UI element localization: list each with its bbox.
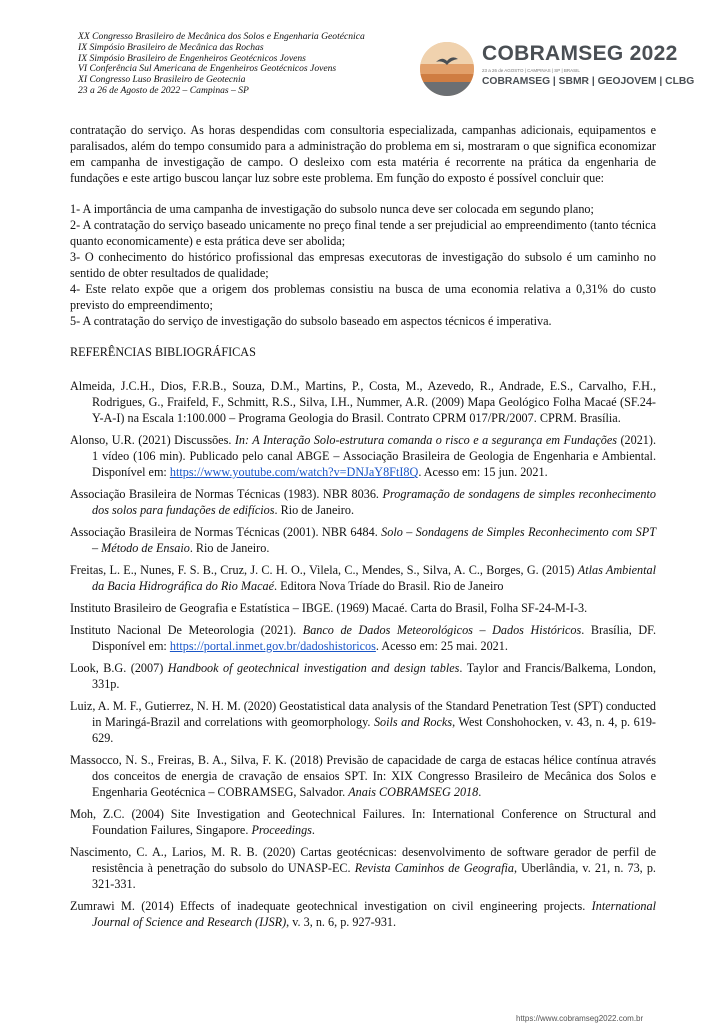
header-line: 23 a 26 de Agosto de 2022 – Campinas – SP [78, 84, 249, 96]
reference-entry [70, 806, 656, 838]
reference-text: Look, B.G. (2007) [70, 661, 168, 675]
reference-text: Alonso, U.R. (2021) Discussões. [70, 433, 235, 447]
reference-text: Freitas, L. E., Nunes, F. S. B., Cruz, J. C. H. O., Vilela, C., Mendes, S., Silva, A. C., Borges, G. (2015) [70, 563, 578, 577]
reference-link[interactable]: https://www.youtube.com/watch?v=DNJaY8FtI8Q [169, 465, 419, 479]
reference-italic-title: In: A Interação Solo-estrutura comanda o risco e a segurança em Fundações [234, 433, 617, 447]
references-heading: REFERÊNCIAS BIBLIOGRÁFICAS [70, 345, 256, 359]
reference-entry [70, 898, 656, 930]
reference-list [70, 378, 656, 930]
logo-small-text: 23 a 26 de AGOSTO | CAMPINAS | SP | BRASIL [482, 68, 580, 73]
reference-entry [70, 622, 656, 654]
reference-text: . [311, 823, 315, 837]
logo-title: COBRAMSEG 2022 [482, 42, 678, 65]
reference-text: . Brasília, DF. Disponível em: [92, 623, 656, 653]
reference-italic-title: Proceedings [251, 823, 312, 837]
header-line: XI Congresso Luso Brasileiro de Geotecnia [78, 74, 246, 86]
logo-subtitle: COBRAMSEG | SBMR | GEOJOVEM | CLBG [482, 76, 695, 87]
reference-text: . Editora Nova Tríade do Brasil. Rio de Janeiro [274, 579, 504, 593]
reference-entry [70, 432, 656, 480]
reference-link[interactable]: https://portal.inmet.gov.br/dadoshistoricos [169, 639, 376, 653]
intro-paragraph: contratação do serviço. As horas despendidas com consultoria especializada, campanhas adicionais, equipamentos e paralisados, além do tempo consumido para a administração do problema em si, mostraram o que significa economizar em campanha de investigação de campo. O desleixo com esta matéria é recorrente na prática da engenharia de fundações e este artigo buscou lançar luz sobre este problema. Em função do exposto é possível concluir que: [70, 123, 656, 185]
reference-text: . Taylor and Francis/Balkema, London, 331p. [92, 661, 656, 691]
reference-text: . Rio de Janeiro. [274, 503, 355, 517]
reference-entry [70, 660, 656, 692]
reference-entry [70, 486, 656, 518]
conference-header [78, 32, 418, 97]
header-line: IX Simpósio Brasileiro de Engenheiros Geotécnicos Jovens [78, 52, 306, 64]
reference-entry [70, 844, 656, 892]
reference-entry [70, 562, 656, 594]
reference-text: Almeida, J.C.H., Dios, F.R.B., Souza, D.M., Martins, P., Costa, M., Azevedo, R., Andrade, E.S., Carvalho, F.H., Rodrigues, G., Fraifeld, F., Schmitt, R.S., Silva, I.H., Nummer, A.R. (2009) Mapa Geológico Folha Macaé (SF.24-Y-A-I) na Escala 1:100.000 – Programa Geologia do Brasil. Contrato CPRM 017/PR/2007. CPRM. Brasília. [70, 379, 656, 425]
header-line: IX Simpósio Brasileiro de Mecânica das Rochas [78, 41, 264, 53]
reference-text: Associação Brasileira de Normas Técnicas (1983). NBR 8036. [70, 487, 383, 501]
reference-text: , Uberlândia, v. 21, n. 73, p. 321-331. [92, 861, 656, 891]
reference-text: Associação Brasileira de Normas Técnicas (2001). NBR 6484. [70, 525, 382, 539]
conclusion-item: 1- A importância de uma campanha de investigação do subsolo nunca deve ser colocada em segundo plano; [70, 202, 594, 216]
reference-text: Nascimento, C. A., Larios, M. R. B. (2020) Cartas geotécnicas: desenvolvimento de software gerador de perfil de resistência à penetração do subsolo do UNASP-EC. [70, 845, 656, 875]
reference-entry [70, 698, 656, 746]
reference-text: (2021). 1 vídeo (106 min). Publicado pelo canal ABGE – Associação Brasileira de Geologia de Engenharia e Ambiental. Disponível em: [92, 433, 656, 479]
reference-text: . Rio de Janeiro. [189, 541, 270, 555]
reference-entry [70, 752, 656, 800]
reference-italic-title: Atlas Ambiental da Bacia Hidrográfica do Rio Macaé [92, 563, 656, 593]
reference-italic-title: Soils and Rocks [373, 715, 453, 729]
reference-italic-title: Handbook of geotechnical investigation and design tables [167, 661, 460, 675]
header-line: VI Conferência Sul Americana de Engenheiros Geotécnicos Jovens [78, 63, 337, 75]
conclusion-item: 5- A contratação do serviço de investigação do subsolo baseado em aspectos técnicos é imperativa. [70, 314, 552, 328]
footer-url: https://www.cobramseg2022.com.br [516, 1014, 644, 1023]
page-content [70, 122, 656, 936]
reference-italic-title: International Journal of Science and Research (IJSR) [92, 899, 656, 929]
reference-entry [70, 600, 656, 616]
reference-italic-title: Solo – Sondagens de Simples Reconhecimento com SPT – Método de Ensaio [92, 525, 656, 555]
reference-text: Instituto Nacional De Meteorologia (2021). [70, 623, 303, 637]
reference-text: Luiz, A. M. F., Gutierrez, N. H. M. (2020) Geostatistical data analysis of the Standard Penetration Test (SPT) conducted in Maringá-Brazil and correlations with geomorphology. [70, 699, 656, 729]
reference-entry [70, 378, 656, 426]
conclusion-item: 2- A contratação do serviço baseado unicamente no preço final tende a ser prejudicial ao empreendimento (tanto técnica quanto economicamente) e esta prática deve ser abolida; [70, 218, 656, 248]
reference-text: . Acesso em: 25 mai. 2021. [375, 639, 508, 653]
header-line: XX Congresso Brasileiro de Mecânica dos Solos e Engenharia Geotécnica [78, 31, 365, 42]
reference-text: . Acesso em: 15 jun. 2021. [418, 465, 548, 479]
reference-text: Instituto Brasileiro de Geografia e Estatística – IBGE. (1969) Macaé. Carta do Brasil, Folha SF-24-M-I-3. [70, 601, 588, 615]
reference-text: Zumrawi M. (2014) Effects of inadequate geotechnical investigation on civil engineering projects. [70, 899, 592, 913]
cobramseg-logo [420, 40, 700, 94]
reference-text: Moh, Z.C. (2004) Site Investigation and Geotechnical Failures. In: International Conference on Structural and Foundation Failures, Singapore. [70, 807, 656, 837]
reference-text: Massocco, N. S., Freiras, B. A., Silva, F. K. (2018) Previsão de capacidade de carga de estacas hélice contínua através dos conceitos de energia de cravação de ensaios SPT. In: XIX Congresso Brasileiro de Mecânica dos Solos e Engenharia Geotécnica – COBRAMSEG, Salvador. [70, 753, 656, 799]
reference-text: , v. 3, n. 6, p. 927-931. [286, 915, 397, 929]
reference-italic-title: Anais COBRAMSEG 2018 [348, 785, 479, 799]
reference-italic-title: Programação de sondagens de simples reconhecimento dos solos para fundações de edifícios [92, 487, 656, 517]
conclusion-item: 4- Este relato expõe que a origem dos problemas consistiu na busca de uma economia relativa a 0,31% do custo previsto do empreendimento; [70, 282, 656, 312]
reference-italic-title: Banco de Dados Meteorológicos – Dados Históricos [302, 623, 582, 637]
logo-emblem-icon [420, 42, 474, 96]
conclusion-item: 3- O conhecimento do histórico profissional das empresas executoras de investigação do subsolo é um caminho no sentido de obter resultados de qualidade; [70, 250, 656, 280]
reference-entry [70, 524, 656, 556]
reference-text: . [478, 785, 482, 799]
reference-italic-title: Revista Caminhos de Geografia [354, 861, 514, 875]
reference-text: , West Conshohocken, v. 43, n. 4, p. 619-629. [92, 715, 656, 745]
